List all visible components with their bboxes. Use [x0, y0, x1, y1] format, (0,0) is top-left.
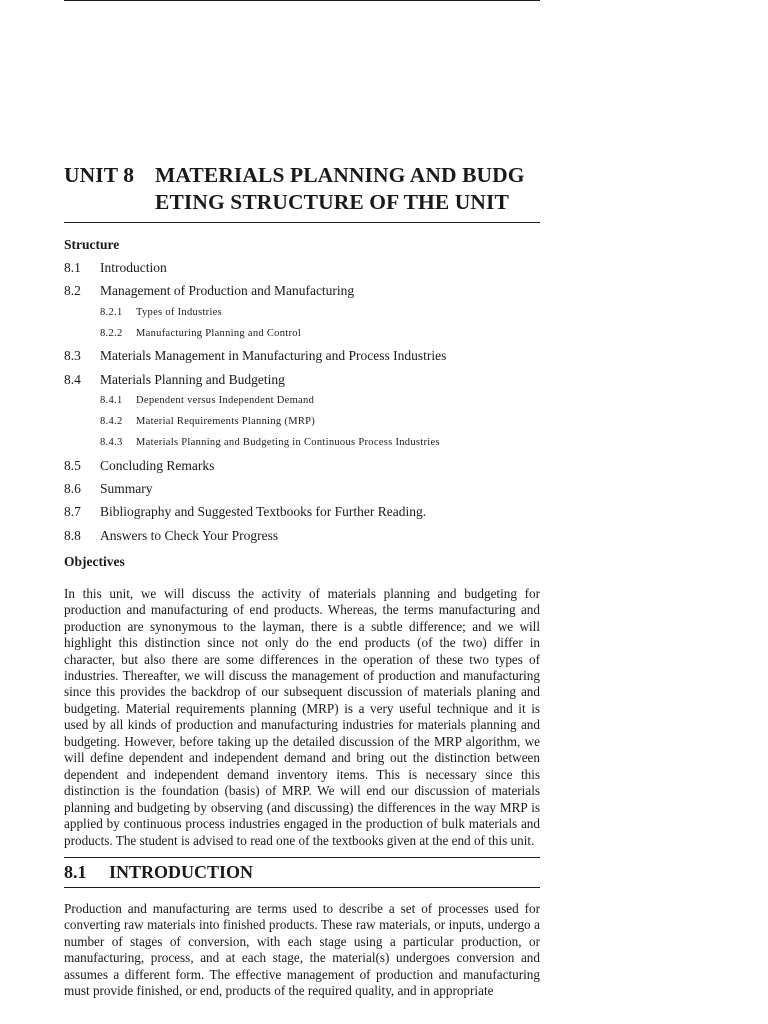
- toc-entry-number: 8.3: [64, 348, 81, 364]
- toc-entry-text: Answers to Check Your Progress: [100, 527, 279, 543]
- toc-entry-text: Dependent versus Independent Demand: [136, 395, 315, 407]
- toc-entry-number: 8.5: [64, 457, 81, 473]
- toc-entry-text: Concluding Remarks: [100, 457, 215, 473]
- toc-entry-number: 8.6: [64, 480, 81, 496]
- toc-entry-number: 8.4: [64, 371, 81, 387]
- toc-entry-number: 8.4.3: [100, 436, 123, 448]
- introduction-paragraph: Production and manufacturing are terms used to describe a set of processes used for converting raw materials into finished products. These raw materials, or inputs, undergo a number of stages of conversion, with each stage using a particular production, or manufacturing, process, and at each stage, the material(s) undergoes conversion and assumes a different form. The effective management of production and manufacturing must provide finished, or end, products of the required quality, and in appropriate: [64, 900, 540, 999]
- toc-entry-text: Manufacturing Planning and Control: [136, 327, 302, 339]
- toc-entry-number: 8.2.1: [100, 306, 123, 318]
- toc-entry-text: Summary: [100, 480, 153, 496]
- section-number: 8.1: [64, 861, 87, 882]
- toc-subentry: [100, 306, 540, 320]
- toc-entry-text: Introduction: [100, 260, 167, 275]
- unit-heading: [64, 159, 540, 222]
- structure-heading: Structure: [64, 237, 120, 252]
- unit-heading-top-rule: [64, 0, 540, 1]
- toc-subentry: [100, 394, 540, 408]
- toc-entry-text: Materials Planning and Budgeting: [100, 371, 285, 387]
- toc-entry: [64, 457, 540, 475]
- unit-heading-bottom-rule: [64, 222, 540, 223]
- toc-entry-text: Materials Planning and Budgeting in Continuous Process Industries: [136, 436, 440, 448]
- section-heading-introduction: [64, 858, 540, 887]
- toc-entry: [64, 371, 540, 389]
- toc-entry-text: Management of Production and Manufacturing: [100, 283, 355, 299]
- toc-subentry: [100, 436, 540, 450]
- toc-entry-number: 8.7: [64, 504, 81, 520]
- objectives-heading: Objectives: [64, 553, 125, 569]
- objectives-paragraph: In this unit, we will discuss the activity of materials planning and budgeting for production and manufacturing of end products. Whereas, the terms manufacturing and production are synonymous to the layman, there is a subtle difference; and we will highlight this distinction since not only do the end products (of the two) differ in character, but also there are some differences in the operation of these two types of industries. Thereafter, we will discuss the management of production and manufacturing since this provides the backdrop of our subsequent discussion of materials planing and budgeting. Material requirements planning (MRP) is a very useful technique and it is used by all kinds of production and manufacturing industries for materials planning and budgeting. However, before taking up the detailed discussion of the MRP algorithm, we will define dependent and independent demand and bring out the distinction between dependent and independent demand inventory items. This is necessary since this distinction is the foundation (basis) of MRP. We will end our discussion of materials planning and budgeting by observing (and discussing) the differences in the way MRP is applied by continuous process industries engaged in the production of bulk materials and products. The student is advised to read one of the textbooks given at the end of this unit.: [64, 585, 540, 848]
- document-page: [64, 0, 540, 1000]
- unit-title: MATERIALS PLANNING AND BUDG ETING STRUCTURE OF THE UNIT: [155, 163, 525, 214]
- toc-subentry: [100, 415, 540, 429]
- toc-entry-text: Materials Management in Manufacturing and Process Industries: [100, 348, 447, 364]
- toc-entry-number: 8.4.2: [100, 415, 123, 427]
- toc-entry-text: Material Requirements Planning (MRP): [136, 415, 316, 427]
- toc-entry: [64, 347, 540, 365]
- toc-entry: [64, 503, 540, 521]
- toc-entry: [64, 259, 540, 277]
- toc-entry: [64, 282, 540, 300]
- toc-entry: [64, 480, 540, 498]
- toc-entry-number: 8.4.1: [100, 395, 123, 407]
- toc-entry-number: 8.1: [64, 260, 81, 275]
- unit-number: UNIT 8: [64, 163, 135, 187]
- section-title: INTRODUCTION: [109, 861, 254, 882]
- toc-entry-number: 8.2.2: [100, 327, 123, 339]
- toc-subentry: [100, 327, 540, 341]
- toc-entry-number: 8.2: [64, 283, 81, 299]
- section-bottom-rule: [64, 887, 540, 888]
- toc-entry: [64, 527, 540, 545]
- toc-entry-text: Bibliography and Suggested Textbooks for Further Reading.: [100, 504, 427, 520]
- table-of-contents: [64, 259, 540, 545]
- toc-entry-number: 8.8: [64, 527, 81, 543]
- toc-entry-text: Types of Industries: [136, 306, 223, 318]
